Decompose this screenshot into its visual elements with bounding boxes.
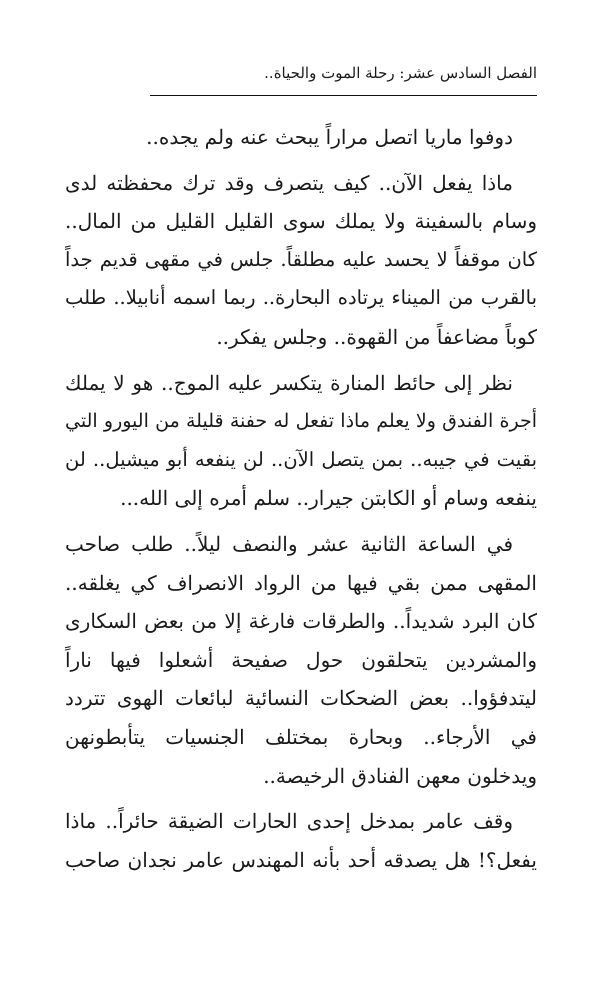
text-line: كان موقفاً لا يحسد عليه مطلقاً. جلس في مقهى قديم جداً	[65, 247, 537, 271]
text-line: ويدخلون معهن الفنادق الرخيصة..	[263, 763, 537, 788]
text-line: أجرة الفندق ولا يعلم ماذا تفعل له حفنة قليلة من اليورو التي	[65, 410, 537, 433]
text-line: وسام بالسفينة ولا يملك سوى القليل القليل من المال..	[65, 209, 537, 234]
text-line: ماذا يفعل الآن.. كيف يتصرف وقد ترك محفظته لدى	[65, 170, 513, 195]
body-text	[65, 118, 537, 886]
paragraph	[65, 802, 537, 879]
text-line: كان البرد شديداً.. والطرقات فارغة إلا من بعض السكارى	[65, 609, 537, 634]
text-line: في الساعة الثانية عشر والنصف ليلاً.. طلب صاحب	[65, 531, 513, 556]
text-line: ينفعه وسام أو الكابتن جيرار.. سلم أمره إلى الله...	[120, 486, 537, 511]
text-line: بقيت في جيبه.. بمن يتصل الآن.. لن ينفعه أبو ميشيل.. لن	[65, 447, 537, 471]
paragraph	[65, 525, 537, 795]
paragraph	[65, 164, 537, 357]
running-header: الفصل السادس عشر: رحلة الموت والحياة..	[264, 64, 537, 82]
text-line: يفعل؟! هل يصدقه أحد بأنه المهندس عامر نجدان صاحب	[65, 847, 537, 872]
text-line: كوباً مضاعفاً من القهوة.. وجلس يفكر..	[216, 324, 537, 349]
text-line: ليتدفؤوا.. بعض الضحكات النسائية لبائعات الهوى تتردد	[65, 686, 537, 711]
text-line: نظر إلى حائط المنارة يتكسر عليه الموج.. هو لا يملك	[65, 370, 513, 395]
header-rule	[150, 95, 537, 96]
paragraph	[65, 364, 537, 518]
text-line: في الأرجاء.. وبحارة بمختلف الجنسيات يتأبطونهن	[65, 724, 537, 749]
text-line: وقف عامر بمدخل إحدى الحارات الضيقة حائراً.. ماذا	[65, 809, 513, 834]
text-line: بالقرب من الميناء يرتاده البحارة.. ربما اسمه أنابيلا.. طلب	[65, 286, 537, 310]
text-line: المقهى ممن بقي فيها من الرواد الانصراف كي يغلقه..	[65, 570, 537, 595]
text-line: دوفوا ماريا اتصل مراراً يبحث عنه ولم يجده..	[146, 125, 513, 149]
paragraph	[65, 118, 537, 157]
text-line: والمشردين يتحلقون حول صفيحة أشعلوا فيها ناراً	[65, 647, 537, 672]
